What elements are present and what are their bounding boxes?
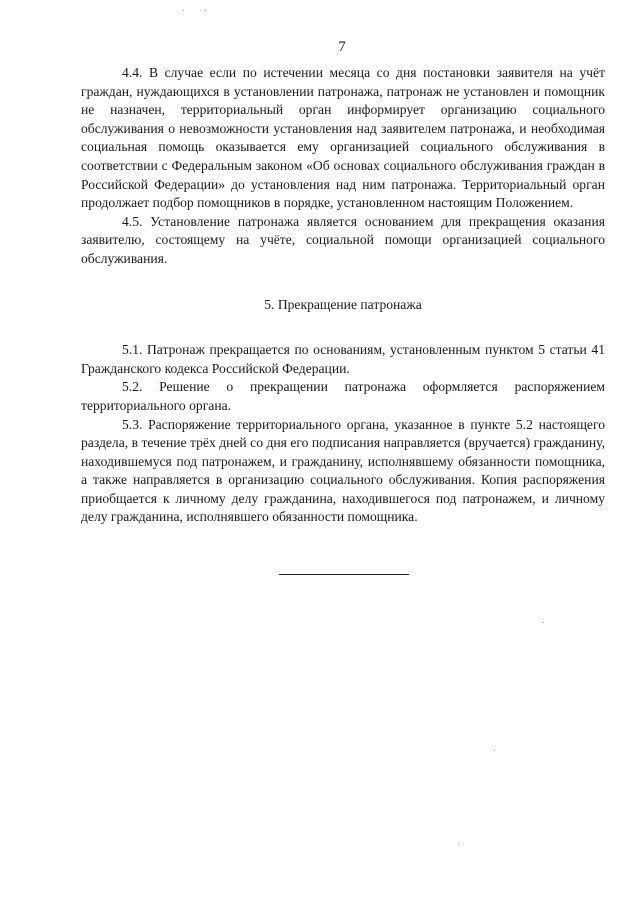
closing-divider-line (279, 574, 409, 575)
paragraph-4-5: 4.5. Установление патронажа является основанием для прекращения оказания заявителю, состоящему на учёте, социальной помощи организацией социального обслуживания. (81, 213, 605, 266)
paragraph-5-1: 5.1. Патронаж прекращается по основаниям, установленным пунктом 5 статьи 41 Гражданского кодекса Российской Федерации. (81, 342, 605, 376)
section-heading: 5. Прекращение патронажа (264, 296, 422, 312)
scan-speck (494, 750, 495, 751)
document-body (81, 64, 605, 527)
paragraph-5-2: 5.2. Решение о прекращении патронажа оформляется распоряжением территориального органа. (81, 379, 605, 413)
scan-speck (205, 10, 206, 11)
scan-speck (458, 843, 459, 844)
scan-speck (183, 10, 184, 11)
page-number: 7 (338, 39, 346, 55)
paragraph-5-3: 5.3. Распоряжение территориального органа, указанное в пункте 5.2 настоящего раздела, в течение трёх дней со дня его подписания направляется (вручается) гражданину, находившемуся под патронажем, и гражданину, исполнявшему обязанности помощника, а также направляется в организацию социального обслуживания. Копия распоряжения приобщается к личному делу гражданина, находившегося под патронажем, и личному делу гражданина, исполнявшего обязанности помощника. (81, 416, 605, 525)
paragraph-4-4: 4.4. В случае если по истечении месяца со дня постановки заявителя на учёт граждан, нуждающихся в установлении патронажа, патронаж не установлен и помощник не назначен, территориальный орган информирует организацию социального обслуживания о невозможности установления над заявителем патронажа, и необходимая социальная помощь оказывается ему организацией социального обслуживания в соответствии с Федеральным законом «Об основах социального обслуживания граждан в Российской Федерации» до установления над ним патронажа. Территориальный орган продолжает подбор помощников в порядке, установленном настоящим Положением. (81, 65, 605, 211)
scan-speck (543, 622, 544, 623)
